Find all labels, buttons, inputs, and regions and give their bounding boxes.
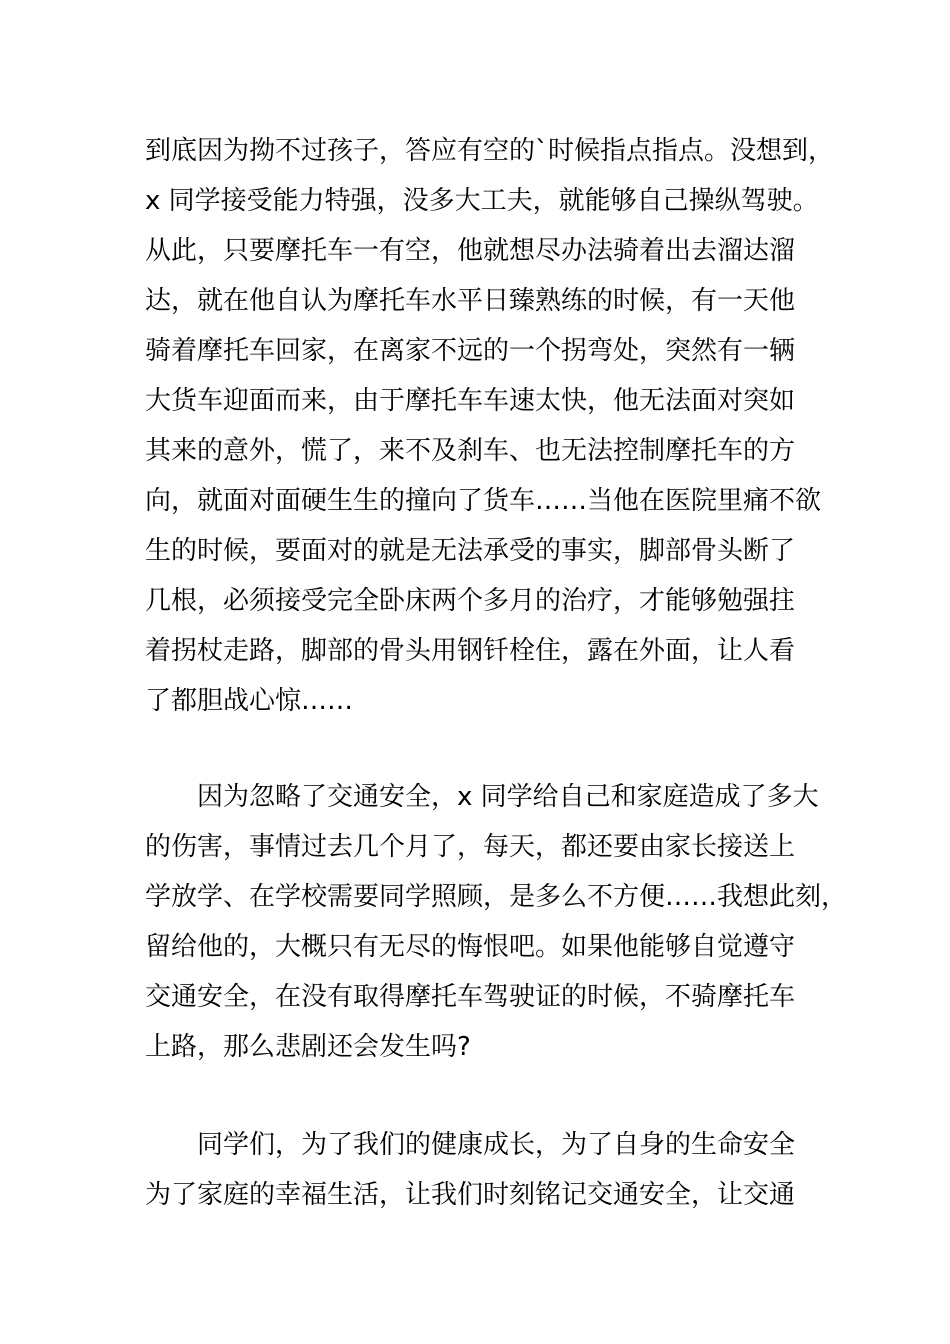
text-line: 达，就在他自认为摩托车水平日臻熟练的时候，有一天他 — [145, 286, 796, 316]
paragraph-appeal — [145, 1120, 825, 1220]
text-line: 大货车迎面而来，由于摩托车车速太快，他无法面对突如 — [145, 386, 796, 416]
text-line: 骑着摩托车回家，在离家不远的一个拐弯处，突然有一辆 — [145, 336, 796, 366]
text-line: 几根，必须接受完全卧床两个多月的治疗，才能够勉强拄 — [145, 586, 796, 616]
text-line: 因为忽略了交通安全，x 同学给自己和家庭造成了多大 — [197, 782, 819, 812]
text-line: 同学们，为了我们的健康成长，为了自身的生命安全 — [197, 1130, 796, 1160]
text-line: 的伤害，事情过去几个月了，每天，都还要由家长接送上 — [145, 832, 796, 862]
text-line: 留给他的，大概只有无尽的悔恨吧。如果他能够自觉遵守 — [145, 932, 796, 962]
text-line: x 同学接受能力特强，没多大工夫，就能够自己操纵驾驶。 — [145, 186, 819, 216]
text-line: 为了家庭的幸福生活，让我们时刻铭记交通安全，让交通 — [145, 1180, 796, 1210]
text-line: 上路，那么悲剧还会发生吗? — [145, 1032, 471, 1062]
text-line: 到底因为拗不过孩子，答应有空的`时候指点指点。没想到， — [145, 136, 835, 166]
paragraph-consequences — [145, 772, 848, 1072]
text-line: 生的时候，要面对的就是无法承受的事实，脚部骨头断了 — [145, 536, 796, 566]
text-line: 交通安全，在没有取得摩托车驾驶证的时候，不骑摩托车 — [145, 982, 796, 1012]
text-line: 了都胆战心惊…… — [145, 686, 354, 716]
text-line: 其来的意外，慌了，来不及刹车、也无法控制摩托车的方 — [145, 436, 796, 466]
text-line: 着拐杖走路，脚部的骨头用钢钎栓住，露在外面，让人看 — [145, 636, 796, 666]
text-line: 从此，只要摩托车一有空，他就想尽办法骑着出去溜达溜 — [145, 236, 796, 266]
paragraph-motorcycle-accident — [145, 126, 835, 726]
text-line: 学放学、在学校需要同学照顾，是多么不方便……我想此刻， — [145, 882, 848, 912]
text-line: 向，就面对面硬生生的撞向了货车……当他在医院里痛不欲 — [145, 486, 822, 516]
